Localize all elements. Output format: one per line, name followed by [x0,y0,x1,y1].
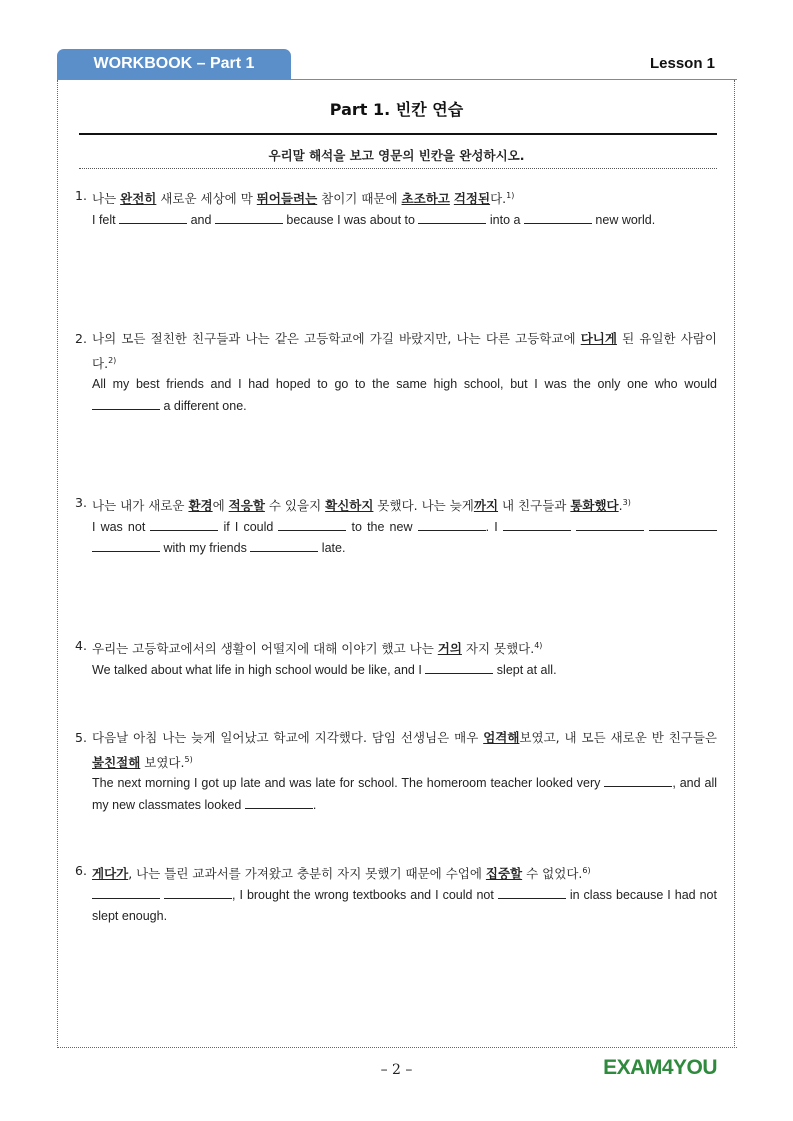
keyword: 게다가 [92,866,129,881]
question-english [75,210,717,232]
answer-blank[interactable] [425,660,493,674]
text-segment: We talked about what life in high school would be like, and I [92,662,426,677]
question-english [75,517,717,560]
instruction-divider [79,168,717,169]
question-korean [75,860,717,885]
answer-blank[interactable] [498,885,566,899]
answer-blank[interactable] [164,885,232,899]
text-segment: 참이기 때문에 [317,191,402,206]
text-segment: because I was about to [282,212,419,227]
answer-blank[interactable] [245,795,313,809]
question-korean [75,635,717,660]
question-number: 6. [75,863,87,878]
text-segment: . [618,498,623,513]
keyword: 통화했다 [570,498,619,513]
question-4 [75,635,717,681]
answer-blank[interactable] [503,517,571,531]
text-segment: 보였다. [140,754,185,770]
text-segment: 보였고, 내 모든 새로운 반 친구들은 [519,730,717,745]
question-6 [75,860,717,928]
text-segment: 수 없었다. [522,866,583,881]
answer-blank[interactable] [278,517,346,531]
page-number: – 2 – [380,1062,413,1078]
question-number: 5. [75,730,87,745]
keyword: 확신하지 [325,498,374,513]
answer-blank[interactable] [150,517,218,531]
text-segment: 된 유일한 사람이다. [92,331,718,371]
question-5 [75,727,717,816]
question-3 [75,492,717,560]
question-english [75,885,717,928]
text-segment: and [187,212,215,227]
answer-blank[interactable] [119,210,187,224]
text-segment: , 나는 틀린 교과서를 가져왔고 충분히 자지 못했기 때문에 수업에 [128,866,486,881]
text-segment: 수 있을지 [264,498,326,513]
footnote-ref: 3) [622,498,631,507]
answer-blank[interactable] [92,885,160,899]
answer-blank[interactable] [576,517,644,531]
question-korean [75,185,717,210]
text-segment: to the new [346,519,418,534]
text-segment: , I brought the wrong textbooks and I could not [232,887,498,902]
text-segment: 에 [212,498,229,513]
answer-blank[interactable] [250,538,318,552]
text-segment: 나의 모든 절친한 친구들과 나는 같은 고등학교에 가길 바랐지만, 나는 다른 고등학교에 [92,331,581,346]
text-segment: 자지 못했다. [461,641,535,656]
keyword: 집중할 [485,866,523,881]
question-2 [75,328,717,417]
text-segment: in class because I had not slept enough. [92,887,717,923]
footnote-ref: 4) [534,641,543,650]
footnote-ref: 6) [582,866,591,875]
text-segment: I felt [92,212,120,227]
keyword: 다니게 [580,331,617,346]
text-segment: into a [486,212,524,227]
footnote-ref: 5) [184,754,193,764]
text-segment: . I [485,519,503,534]
text-segment: 새로운 세상에 막 [156,191,257,206]
answer-blank[interactable] [215,210,283,224]
text-segment: 나는 [92,191,121,206]
answer-blank[interactable] [649,517,717,531]
answer-blank[interactable] [418,210,486,224]
keyword: 환경 [188,498,213,513]
answer-blank[interactable] [418,517,486,531]
question-number: 3. [75,495,87,510]
keyword: 거의 [437,641,462,656]
text-segment: 나는 내가 새로운 [92,498,189,513]
question-english [75,660,717,682]
text-segment: new world. [591,212,656,227]
answer-blank[interactable] [524,210,592,224]
question-korean [75,492,717,517]
answer-blank[interactable] [604,773,672,787]
footnote-ref: 2) [108,355,117,365]
question-korean [75,727,717,773]
exam4you-logo: EXAM4YOU [603,1056,717,1079]
text-segment: . [312,797,317,812]
answer-blank[interactable] [92,396,160,410]
keyword: 뛰어들려는 [256,191,318,206]
keyword: 완전히 [120,191,157,206]
text-segment: if I could [218,519,279,534]
question-english [75,773,717,816]
text-segment: , and all my new classmates looked [92,776,717,812]
text-segment: late. [318,541,346,555]
text-segment: I was not [92,519,151,534]
workbook-tab: WORKBOOK – Part 1 [57,49,291,79]
text-segment: with my friends [160,541,251,555]
lesson-label: Lesson 1 [649,55,715,72]
keyword: 걱정된 [453,191,491,206]
question-number: 1. [75,188,87,203]
keyword: 불친절해 [92,754,141,770]
question-1 [75,185,717,231]
text-segment: slept at all. [493,662,557,677]
text-segment: 내 친구들과 [498,498,571,513]
title-rule [79,133,717,135]
page-title: Part 1. 빈칸 연습 [329,100,464,119]
text-segment: 다. [490,191,507,206]
question-english [75,374,717,417]
text-segment: All my best friends and I had hoped to go to the same high school, but I was the only one who would [92,377,717,391]
text-segment: 못했다. 나는 늦게 [373,498,474,513]
keyword: 적응할 [228,498,265,513]
footer-divider [57,1047,737,1048]
question-korean [75,328,717,374]
question-number: 4. [75,638,87,653]
instruction: 우리말 해석을 보고 영문의 빈칸을 완성하시오. [268,148,525,163]
text-segment: a different one. [160,398,247,413]
question-number: 2. [75,331,87,346]
answer-blank[interactable] [92,538,160,552]
text-segment: The next morning I got up late and was late for school. The homeroom teacher looked very [92,776,605,790]
keyword: 초조하고 [401,191,450,206]
text-segment: 다음날 아침 나는 늦게 일어났고 학교에 지각했다. 담임 선생님은 매우 [92,730,484,745]
text-segment: 우리는 고등학교에서의 생활이 어떨지에 대해 이야기 했고 나는 [92,641,438,656]
keyword: 까지 [473,498,499,513]
keyword: 엄격해 [483,730,520,745]
footnote-ref: 1) [506,191,515,200]
